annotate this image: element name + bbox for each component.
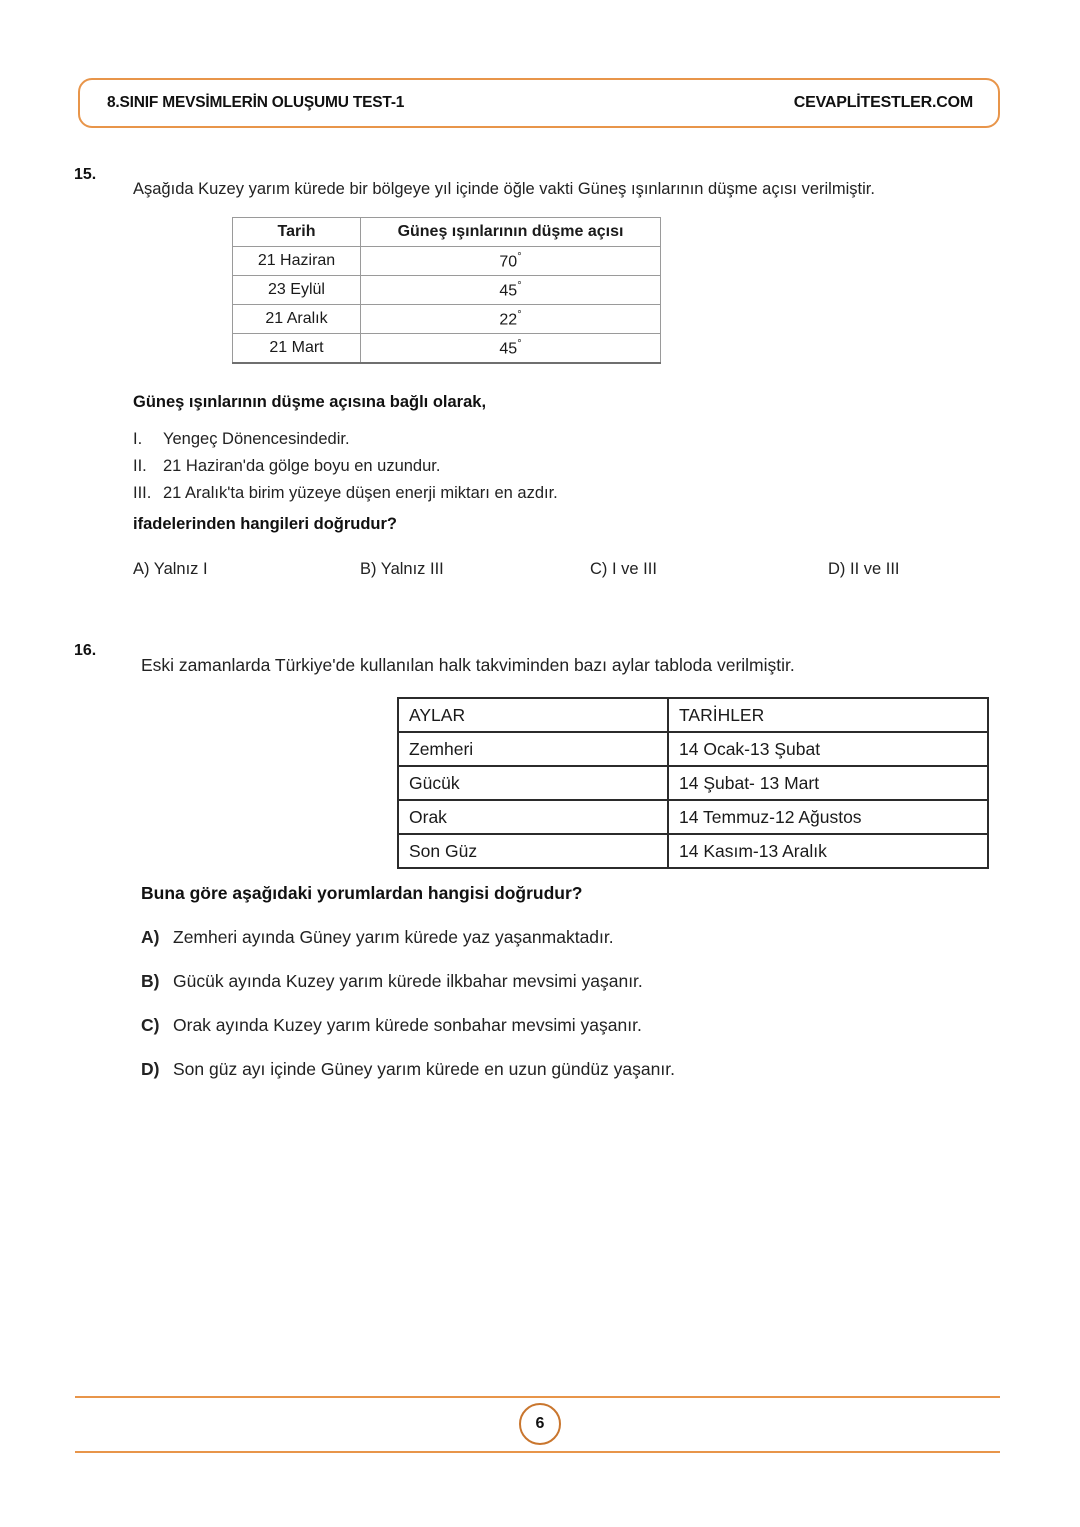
question-15-lead: Güneş ışınlarının düşme açısına bağlı olarak,: [133, 393, 487, 411]
option-label: B): [141, 971, 160, 991]
angle-value: 45: [499, 339, 518, 357]
question-16-ask: Buna göre aşağıdaki yorumlardan hangisi doğrudur?: [141, 883, 583, 903]
table-cell-angle: [361, 247, 661, 276]
degree-symbol: °: [517, 279, 522, 292]
question-15-table: [232, 217, 661, 364]
question-16-option-b[interactable]: [141, 971, 643, 992]
table-cell-dates: 14 Kasım-13 Aralık: [668, 834, 988, 868]
table-row: [233, 334, 661, 363]
question-16-option-a[interactable]: [141, 927, 614, 948]
table-row: [233, 276, 661, 305]
test-title: 8.SINIF MEVSİMLERİN OLUŞUMU TEST-1: [107, 94, 405, 111]
question-16-table: [397, 697, 989, 869]
table-cell-angle: [361, 305, 661, 334]
table-row: [398, 732, 988, 766]
table-row: [233, 305, 661, 334]
table-cell-dates: 14 Temmuz-12 Ağustos: [668, 800, 988, 834]
table-cell-month: Son Güz: [398, 834, 668, 868]
degree-symbol: °: [517, 337, 522, 350]
table-row: [398, 766, 988, 800]
option-text: Zemheri ayında Güney yarım kürede yaz yaşanmaktadır.: [173, 927, 614, 947]
question-15-statement: [133, 484, 558, 503]
question-16-option-d[interactable]: [141, 1059, 675, 1080]
statement-text: 21 Haziran'da gölge boyu en uzundur.: [163, 457, 441, 475]
table-header-row: [233, 218, 661, 247]
table-header-cell: TARİHLER: [668, 698, 988, 732]
statement-numeral: III.: [133, 484, 152, 502]
table-cell-month: Orak: [398, 800, 668, 834]
option-text: Orak ayında Kuzey yarım kürede sonbahar mevsimi yaşanır.: [173, 1015, 642, 1035]
statement-numeral: II.: [133, 457, 147, 475]
question-16-number: 16.: [74, 642, 97, 659]
statement-text: 21 Aralık'ta birim yüzeye düşen enerji miktarı en azdır.: [163, 484, 558, 502]
table-row: [233, 247, 661, 276]
statement-numeral: I.: [133, 430, 143, 448]
option-label: C): [141, 1015, 160, 1035]
page-header-box: [78, 78, 1000, 128]
degree-symbol: °: [517, 308, 522, 321]
table-row: [398, 834, 988, 868]
table-cell-month: Zemheri: [398, 732, 668, 766]
question-15-option-a[interactable]: A) Yalnız I: [133, 560, 208, 578]
footer-top-rule: [75, 1396, 1000, 1398]
table-header-row: [398, 698, 988, 732]
page-number-badge: 6: [519, 1403, 561, 1445]
table-header-cell: Güneş ışınlarının düşme açısı: [361, 218, 661, 247]
question-15-stem: Aşağıda Kuzey yarım kürede bir bölgeye yıl içinde öğle vakti Güneş ışınlarının düşme açısı verilmiştir.: [133, 180, 875, 198]
angle-value: 22: [499, 311, 518, 329]
option-text: Gücük ayında Kuzey yarım kürede ilkbahar mevsimi yaşanır.: [173, 971, 643, 991]
option-label: A): [141, 927, 160, 947]
question-15-option-d[interactable]: D) II ve III: [828, 560, 900, 578]
table-cell-date: 21 Haziran: [233, 247, 361, 276]
option-text: Son güz ayı içinde Güney yarım kürede en uzun gündüz yaşanır.: [173, 1059, 675, 1079]
footer-bottom-rule: [75, 1451, 1000, 1453]
table-cell-dates: 14 Şubat- 13 Mart: [668, 766, 988, 800]
table-cell-date: 21 Aralık: [233, 305, 361, 334]
site-name: CEVAPLİTESTLER.COM: [793, 94, 973, 111]
table-cell-angle: [361, 334, 661, 363]
question-16-option-c[interactable]: [141, 1015, 642, 1036]
table-cell-angle: [361, 276, 661, 305]
angle-value: 45: [499, 282, 518, 300]
table-cell-date: 21 Mart: [233, 334, 361, 363]
option-label: D): [141, 1059, 160, 1079]
degree-symbol: °: [517, 250, 522, 263]
question-15-ask: ifadelerinden hangileri doğrudur?: [133, 515, 398, 533]
question-15-option-c[interactable]: C) I ve III: [590, 560, 657, 578]
question-15-number: 15.: [74, 166, 97, 183]
statement-text: Yengeç Dönencesindedir.: [163, 430, 350, 448]
table-row: [398, 800, 988, 834]
table-cell-month: Gücük: [398, 766, 668, 800]
question-15-option-b[interactable]: B) Yalnız III: [360, 560, 444, 578]
table-cell-dates: 14 Ocak-13 Şubat: [668, 732, 988, 766]
table-header-cell: Tarih: [233, 218, 361, 247]
question-15-statement: [133, 457, 440, 476]
question-15-statement: [133, 430, 350, 449]
table-header-cell: AYLAR: [398, 698, 668, 732]
table-cell-date: 23 Eylül: [233, 276, 361, 305]
question-16-stem: Eski zamanlarda Türkiye'de kullanılan halk takviminden bazı aylar tabloda verilmiştir.: [141, 655, 795, 675]
angle-value: 70: [499, 253, 518, 271]
